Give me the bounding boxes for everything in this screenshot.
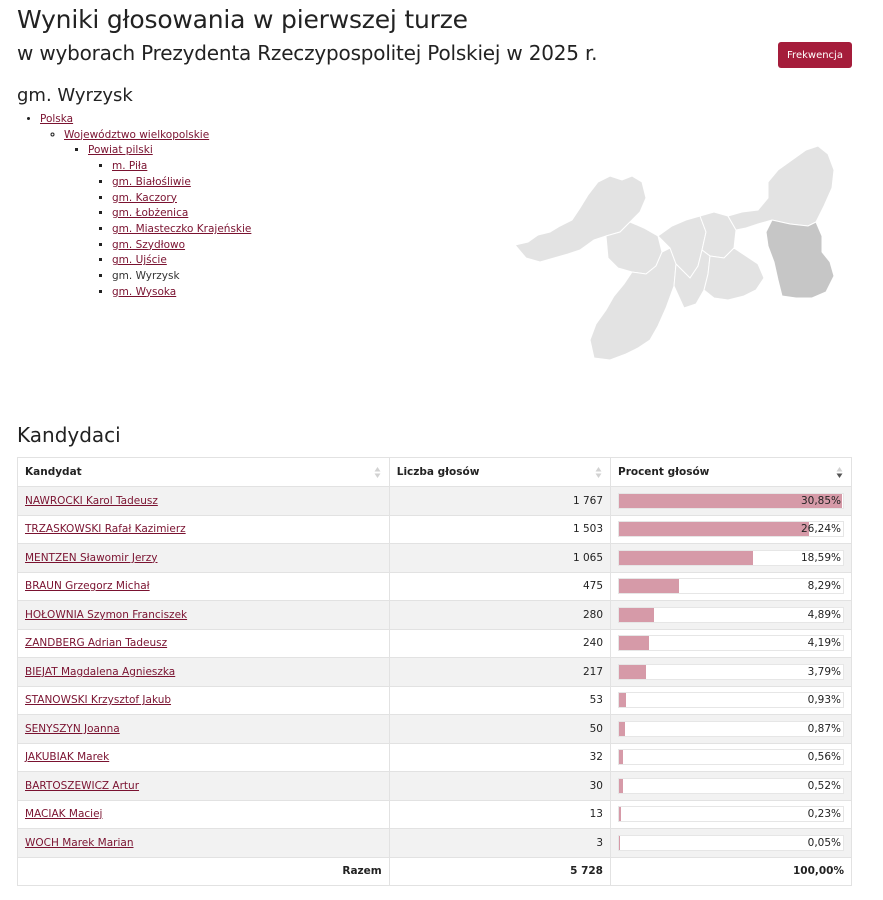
candidate-cell: [18, 743, 390, 772]
percent-bar-fill: [619, 750, 623, 764]
tree-item-country: [40, 112, 251, 300]
candidate-cell: [18, 658, 390, 687]
results-body: [18, 487, 852, 858]
percent-bar: [618, 493, 844, 509]
votes-cell: 1 065: [389, 544, 610, 573]
table-row: [18, 800, 852, 829]
votes-cell: 280: [389, 601, 610, 630]
results-table: [17, 457, 852, 886]
page-title: Wyniki głosowania w pierwszej turze: [17, 5, 468, 34]
candidate-cell: [18, 544, 390, 573]
percent-bar-fill: [619, 608, 654, 622]
percent-cell: [611, 544, 852, 573]
tree-item-commune: [112, 253, 251, 269]
column-header-votes-label: Liczba głosów: [396, 466, 480, 478]
percent-cell: [611, 800, 852, 829]
percent-cell: [611, 658, 852, 687]
percent-bar: [618, 721, 844, 737]
table-row: [18, 515, 852, 544]
communes-list: [88, 159, 251, 300]
sort-both-icon[interactable]: [595, 466, 602, 479]
percent-cell: [611, 772, 852, 801]
tree-link-commune[interactable]: gm. Łobżenica: [112, 207, 189, 220]
tree-item-commune: [112, 175, 251, 191]
tree-link-commune[interactable]: gm. Ujście: [112, 254, 167, 267]
candidate-cell: [18, 715, 390, 744]
votes-cell: 30: [389, 772, 610, 801]
percent-label: 18,59%: [800, 551, 841, 564]
percent-label: 3,79%: [807, 665, 841, 678]
percent-bar: [618, 835, 844, 851]
percent-bar-fill: [619, 522, 809, 536]
percent-bar-fill: [619, 579, 679, 593]
tree-link-commune[interactable]: gm. Kaczory: [112, 191, 177, 204]
tree-link-commune[interactable]: gm. Wysoka: [112, 285, 177, 298]
candidate-link[interactable]: STANOWSKI Krzysztof Jakub: [25, 694, 172, 707]
tree-link-commune[interactable]: gm. Szydłowo: [112, 238, 186, 251]
percent-bar: [618, 635, 844, 651]
table-row: [18, 743, 852, 772]
tree-link-commune[interactable]: gm. Białośliwie: [112, 175, 191, 188]
table-row: [18, 601, 852, 630]
table-row: [18, 487, 852, 516]
votes-cell: 53: [389, 686, 610, 715]
percent-bar-fill: [619, 836, 620, 850]
sort-both-icon[interactable]: [374, 466, 381, 479]
percent-bar-fill: [619, 551, 753, 565]
percent-bar: [618, 692, 844, 708]
candidate-link[interactable]: WOCH Marek Marian: [25, 836, 134, 849]
percent-cell: [611, 686, 852, 715]
table-row: [18, 629, 852, 658]
tree-item-voivodeship: [64, 128, 251, 301]
votes-cell: 1 503: [389, 515, 610, 544]
votes-cell: 13: [389, 800, 610, 829]
percent-bar-fill: [619, 779, 623, 793]
tree-current-commune: gm. Wyrzysk: [112, 270, 180, 283]
percent-bar: [618, 749, 844, 765]
candidate-cell: [18, 515, 390, 544]
candidate-link[interactable]: NAWROCKI Karol Tadeusz: [25, 494, 158, 507]
table-row: [18, 544, 852, 573]
percent-label: 0,05%: [807, 836, 841, 849]
candidate-link[interactable]: MENTZEN Sławomir Jerzy: [25, 551, 158, 564]
percent-label: 30,85%: [800, 494, 841, 507]
percent-bar: [618, 778, 844, 794]
tree-item-commune: [112, 285, 251, 301]
tree-item-commune: [112, 238, 251, 254]
percent-bar-fill: [619, 722, 625, 736]
map-region-wyrzysk[interactable]: [766, 220, 834, 298]
column-header-percent-label: Procent głosów: [618, 466, 710, 478]
candidate-cell: [18, 601, 390, 630]
table-row: [18, 715, 852, 744]
percent-bar: [618, 521, 844, 537]
table-row: [18, 572, 852, 601]
percent-cell: [611, 515, 852, 544]
column-header-votes[interactable]: [389, 458, 610, 487]
tree-link-commune[interactable]: gm. Miasteczko Krajeńskie: [112, 222, 252, 235]
candidate-link[interactable]: MACIAK Maciej: [25, 808, 103, 821]
percent-label: 4,89%: [807, 608, 841, 621]
sort-desc-icon[interactable]: [836, 466, 843, 479]
totals-percent: 100,00%: [611, 857, 852, 886]
percent-bar: [618, 607, 844, 623]
county-map: [510, 140, 840, 365]
percent-cell: [611, 487, 852, 516]
tree-link-county[interactable]: Powiat pilski: [88, 144, 153, 157]
percent-bar: [618, 550, 844, 566]
percent-cell: [611, 829, 852, 858]
percent-cell: [611, 572, 852, 601]
tree-link-country[interactable]: Polska: [40, 113, 74, 125]
candidate-link[interactable]: HOŁOWNIA Szymon Franciszek: [25, 608, 188, 621]
percent-label: 0,56%: [807, 751, 841, 764]
candidate-link[interactable]: TRZASKOWSKI Rafał Kazimierz: [25, 523, 186, 536]
region-title: gm. Wyrzysk: [17, 85, 133, 106]
percent-bar: [618, 806, 844, 822]
table-row: [18, 772, 852, 801]
candidate-link[interactable]: ZANDBERG Adrian Tadeusz: [25, 637, 168, 650]
tree-item-commune: [112, 222, 251, 238]
percent-label: 0,87%: [807, 722, 841, 735]
candidate-link[interactable]: BARTOSZEWICZ Artur: [25, 779, 140, 792]
candidate-link[interactable]: BIEJAT Magdalena Agnieszka: [25, 665, 176, 678]
region-tree: [0, 112, 251, 300]
percent-cell: [611, 715, 852, 744]
page-subtitle: w wyborach Prezydenta Rzeczypospolitej Polskiej w 2025 r.: [17, 41, 598, 65]
percent-label: 0,93%: [807, 694, 841, 707]
percent-bar: [618, 664, 844, 680]
percent-label: 26,24%: [800, 523, 841, 536]
candidate-cell: [18, 829, 390, 858]
table-header-row: [18, 458, 852, 487]
percent-cell: [611, 743, 852, 772]
tree-item-county: [88, 143, 251, 300]
totals-row: [18, 857, 852, 886]
column-header-candidate[interactable]: [18, 458, 390, 487]
candidate-link[interactable]: SENYSZYN Joanna: [25, 722, 120, 735]
column-header-percent[interactable]: [611, 458, 852, 487]
candidates-heading: Kandydaci: [17, 423, 121, 447]
votes-cell: 50: [389, 715, 610, 744]
candidate-cell: [18, 487, 390, 516]
votes-cell: 475: [389, 572, 610, 601]
map-region-lobzenica[interactable]: [728, 146, 834, 230]
candidate-cell: [18, 572, 390, 601]
percent-bar-fill: [619, 693, 626, 707]
turnout-button[interactable]: Frekwencja: [778, 42, 852, 68]
candidate-cell: [18, 686, 390, 715]
votes-cell: 1 767: [389, 487, 610, 516]
percent-bar-fill: [619, 636, 649, 650]
tree-item-commune: [112, 269, 251, 285]
percent-bar-fill: [619, 807, 621, 821]
percent-cell: [611, 601, 852, 630]
votes-cell: 3: [389, 829, 610, 858]
tree-item-commune: [112, 191, 251, 207]
votes-cell: 217: [389, 658, 610, 687]
percent-cell: [611, 629, 852, 658]
table-row: [18, 829, 852, 858]
percent-label: 0,52%: [807, 779, 841, 792]
tree-item-commune: [112, 159, 251, 175]
totals-votes: 5 728: [389, 857, 610, 886]
votes-cell: 240: [389, 629, 610, 658]
candidate-cell: [18, 800, 390, 829]
votes-cell: 32: [389, 743, 610, 772]
tree-item-commune: [112, 206, 251, 222]
candidate-cell: [18, 772, 390, 801]
percent-bar-fill: [619, 665, 646, 679]
candidate-link[interactable]: JAKUBIAK Marek: [25, 751, 110, 764]
table-row: [18, 686, 852, 715]
percent-bar: [618, 578, 844, 594]
percent-label: 4,19%: [807, 637, 841, 650]
column-header-candidate-label: Kandydat: [25, 466, 82, 478]
percent-label: 8,29%: [807, 580, 841, 593]
table-row: [18, 658, 852, 687]
candidate-link[interactable]: BRAUN Grzegorz Michał: [25, 580, 150, 593]
candidate-cell: [18, 629, 390, 658]
tree-link-voivodeship[interactable]: Województwo wielkopolskie: [64, 128, 210, 141]
percent-label: 0,23%: [807, 808, 841, 821]
totals-label: Razem: [18, 857, 390, 886]
tree-link-commune[interactable]: m. Piła: [112, 160, 148, 173]
